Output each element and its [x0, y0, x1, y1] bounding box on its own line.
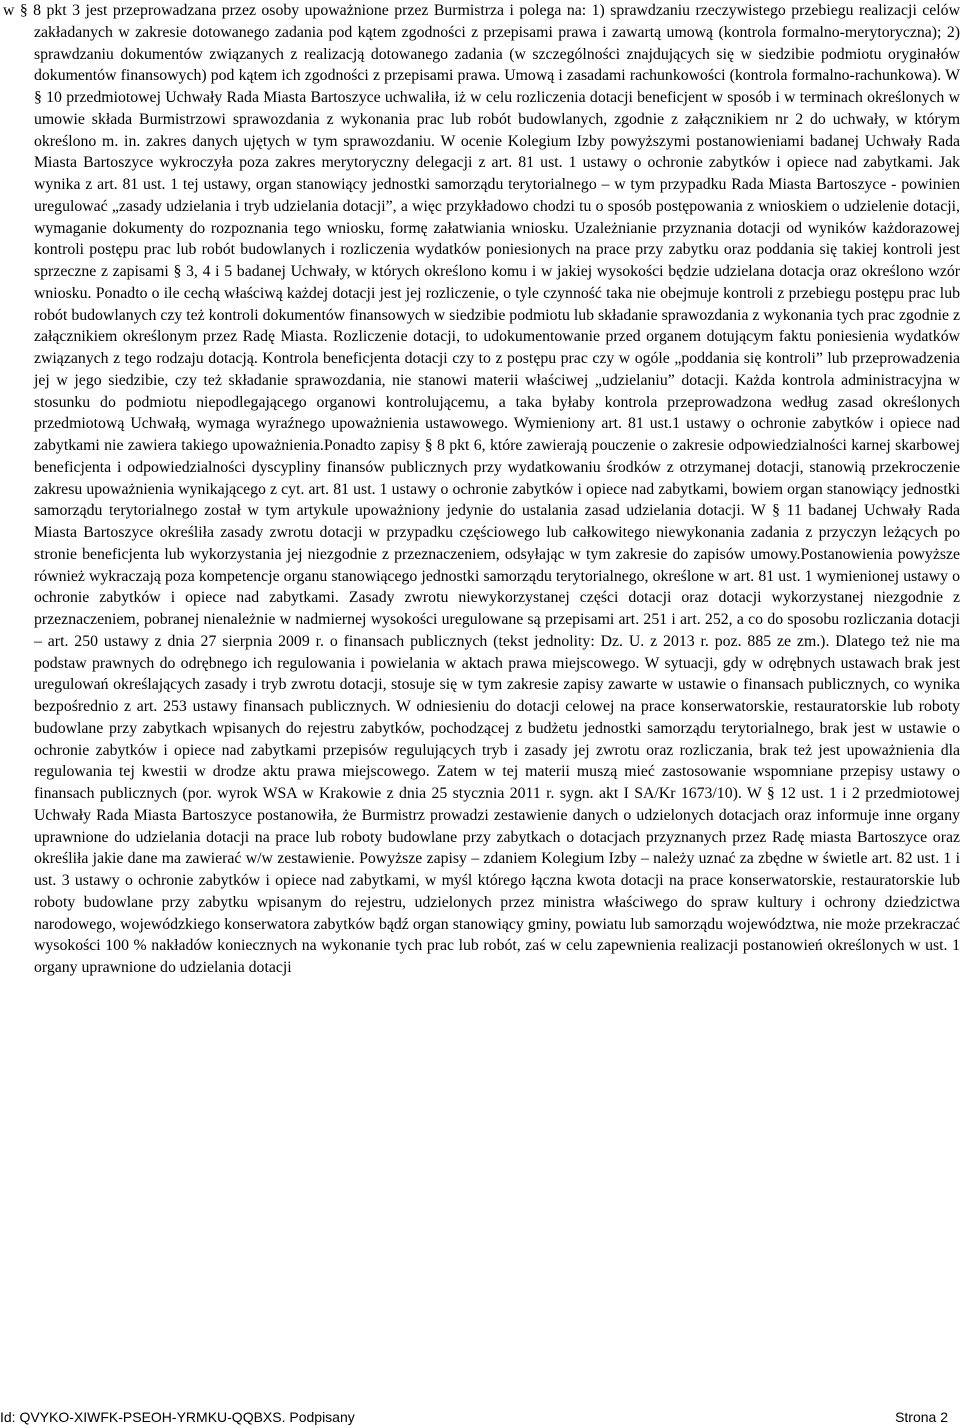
document-id: Id: QVYKO-XIWFK-PSEOH-YRMKU-QQBXS. Podpisany	[0, 1409, 355, 1425]
document-body	[3, 0, 960, 979]
page-number: Strona 2	[895, 1409, 948, 1425]
page-footer	[0, 1406, 960, 1428]
body-paragraph: w § 8 pkt 3 jest przeprowadzana przez osoby upoważnione przez Burmistrza i polega na: 1) sprawdzaniu rzeczywistego przebiegu realizacji celów zakładanych w zakresie dotowanego zadania pod kątem zgodności z przepisami prawa i zawartą umową (kontrola formalno-merytoryczna); 2) sprawdzaniu dokumentów związanych z realizacją dotowanego zadania (w szczególności znajdujących się w siedzibie podmiotu oryginałów dokumentów finansowych) pod kątem ich zgodności z przepisami prawa. Umową i zasadami rachunkowości (kontrola formalno-rachunkowa). W § 10 przedmiotowej Uchwały Rada Miasta Bartoszyce uchwaliła, iż w celu rozliczenia dotacji beneficjent w sposób i w terminach określonych w umowie składa Burmistrzowi sprawozdania z wykonania prac lub robót budowlanych, zgodnie z załącznikiem nr 2 do uchwały, w którym określono m. in. zakres danych ujętych w tym sprawozdaniu. W ocenie Kolegium Izby powyższymi postanowieniami badanej Uchwały Rada Miasta Bartoszyce wykroczyła poza zakres merytoryczny delegacji z art. 81 ust. 1 ustawy o ochronie zabytków i opiece nad zabytkami. Jak wynika z art. 81 ust. 1 tej ustawy, organ stanowiący jednostki samorządu terytorialnego – w tym przypadku Rada Miasta Bartoszyce - powinien uregulować „zasady udzielania i tryb udzielania dotacji”, a więc przykładowo chodzi tu o sposób postępowania z wnioskiem o udzielenie dotacji, wymaganie dokumenty do rozpoznania tego wniosku, formę załatwiania wniosku. Uzależnianie przyznania dotacji od wyników każdorazowej kontroli postępu prac lub robót budowlanych i rozliczenia wydatków poniesionych na prace przy zabytku oraz poddania się takiej kontroli jest sprzeczne z zapisami § 3, 4 i 5 badanej Uchwały, w których określono komu i w jakiej wysokości będzie udzielana dotacja oraz określono wzór wniosku. Ponadto o ile cechą właściwą każdej dotacji jest jej rozliczenie, o tyle czynność taka nie obejmuje kontroli z przebiegu postępu prac lub robót budowlanych czy też kontroli dokumentów finansowych w siedzibie podmiotu lub składanie sprawozdania z wykonania tych prac zgodnie z załącznikiem określonym przez Radę Miasta. Rozliczenie dotacji, to udokumentowanie przed organem dotującym faktu poniesienia wydatków związanych z tego rodzaju dotacją. Kontrola beneficjenta dotacji czy to z postępu prac czy w ogóle „poddania się kontroli” lub przeprowadzenia jej w jego siedzibie, czy też składanie sprawozdania, nie stanowi materii właściwej „udzielaniu” dotacji. Każda kontrola administracyjna w stosunku do podmiotu niepodlegającego organowi kontrolującemu, a taka byłaby kontrola przeprowadzona według zasad określonych przedmiotową Uchwałą, wymaga wyraźnego upoważnienia ustawowego. Wymieniony art. 81 ust.1 ustawy o ochronie zabytków i opiece nad zabytkami nie zawiera takiego upoważnienia.Ponadto zapisy § 8 pkt 6, które zawierają pouczenie o zakresie odpowiedzialności karnej skarbowej beneficjenta i odpowiedzialności dyscypliny finansów publicznych przy wydatkowaniu środków z otrzymanej dotacji, stanowią przekroczenie zakresu upoważnienia wynikającego z cyt. art. 81 ust. 1 ustawy o ochronie zabytków i opiece nad zabytkami, bowiem organ stanowiący jednostki samorządu terytorialnego został w tym artykule upoważniony jedynie do ustalania zasad udzielania dotacji. W § 11 badanej Uchwały Rada Miasta Bartoszyce określiła zasady zwrotu dotacji w przypadku częściowego lub całkowitego niewykonania zadania z przyczyn leżących po stronie beneficjenta lub wykorzystania jej niezgodnie z przeznaczeniem, odsyłając w tym zakresie do zapisów umowy.Postanowienia powyższe również wykraczają poza kompetencje organu stanowiącego jednostki samorządu terytorialnego, określone w art. 81 ust. 1 wymienionej ustawy o ochronie zabytków i opiece nad zabytkami. Zasady zwrotu niewykorzystanej części dotacji oraz dotacji wykorzystanej niezgodnie z przeznaczeniem, pobranej nienależnie w nadmiernej wysokości uregulowane są przepisami art. 251 i art. 252, a co do sposobu rozliczania dotacji – art. 250 ustawy z dnia 27 sierpnia 2009 r. o finansach publicznych (tekst jednolity: Dz. U. z 2013 r. poz. 885 ze zm.). Dlatego też nie ma podstaw prawnych do odrębnego ich regulowania i powielania w aktach prawa miejscowego. W sytuacji, gdy w odrębnych ustawach brak jest uregulowań określających zasady i tryb zwrotu dotacji, stosuje się w tym zakresie zapisy zawarte w ustawie o finansach publicznych, co wynika bezpośrednio z art. 253 ustawy finansach publicznych. W odniesieniu do dotacji celowej na prace konserwatorskie, restauratorskie lub roboty budowlane przy zabytkach wpisanych do rejestru zabytków, pochodzącej z budżetu jednostki samorządu terytorialnego, brak jest w ustawie o ochronie zabytków i opiece nad zabytkami przepisów regulujących tryb i zasady jej zwrotu oraz rozliczania, brak też jest upoważnienia dla regulowania tej kwestii w drodze aktu prawa miejscowego. Zatem w tej materii muszą mieć zastosowanie wspomniane przepisy ustawy o finansach publicznych (por. wyrok WSA w Krakowie z dnia 25 stycznia 2011 r. sygn. akt I SA/Kr 1673/10). W § 12 ust. 1 i 2 przedmiotowej Uchwały Rada Miasta Bartoszyce postanowiła, że Burmistrz prowadzi zestawienie danych o udzielonych dotacjach oraz informuje inne organy uprawnione do udzielania dotacji na prace lub roboty budowlane przy zabytkach o dotacjach przyznanych przez Radę miasta Bartoszyce oraz określiła jakie dane ma zawierać w/w zestawienie. Powyższe zapisy – zdaniem Kolegium Izby – należy uznać za zbędne w świetle art. 82 ust. 1 i ust. 3 ustawy o ochronie zabytków i opiece nad zabytkami, w myśl którego łączna kwota dotacji na prace konserwatorskie, restauratorskie lub roboty budowlane przy zabytku wpisanym do rejestru, udzielonych przez ministra właściwego do spraw kultury i ochrony dziedzictwa narodowego, wojewódzkiego konserwatora zabytków bądź organ stanowiący gminy, powiatu lub samorządu województwa, nie może przekraczać wysokości 100 % nakładów koniecznych na wykonanie tych prac lub robót, zaś w celu zapewnienia realizacji postanowień określonych w ust. 1 organy uprawnione do udzielania dotacji	[3, 2, 960, 976]
